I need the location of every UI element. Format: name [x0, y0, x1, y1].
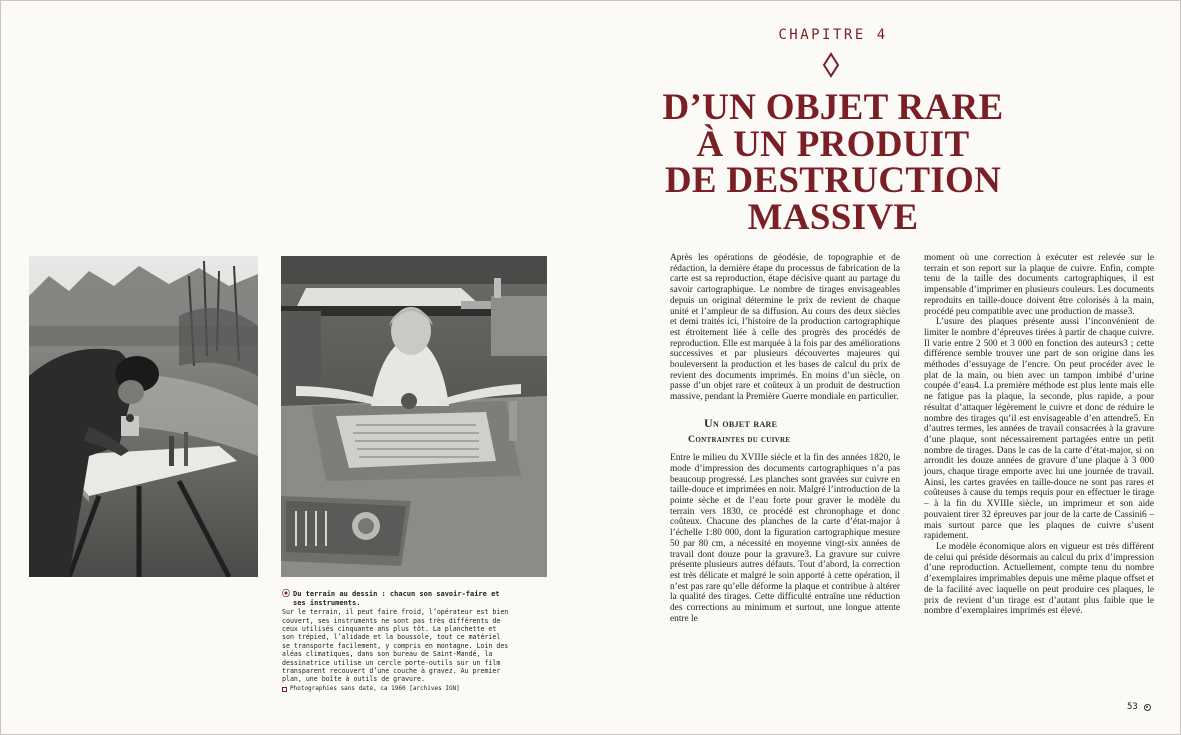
- paragraph: Le modèle économique alors en vigueur est très différent de celui qui préside désormais au calcul du prix d’impression d’une reproduction. Actuellement, compte tenu du nombre d’exemplaires imprimables depuis une même plaque offset et de la facilité avec laquelle on peut produire ces plaques, le prix de revient d’un tirage est d’autant plus faible que le nombre d’exemplaires imprimés est élevé.: [924, 541, 1154, 617]
- subsection-heading: Contraintes du cuivre: [688, 433, 791, 445]
- paragraph: L’usure des plaques présente aussi l’inconvénient de limiter le nombre d’épreuves tirées à partir de chaque cuivre. Il varie entre 2 500 et 3 000 en fonction des auteurs3 ; cette différence semble trouver une part de son origine dans les méthodes d’essuyage de l’encre. On peut procéder avec le plat de la main, ou bien avec un tampon imbibé d’urine coupée d’eau4. La première méthode est plus lente mais elle ne fatigue pas la plaque, la seconde, plus rapide, a pour résultat d’attaquer légèrement le cuivre et donc de réduire le nombre des tirages qu’il est envisageable d’en attendre5. En d’autres termes, les années de travail consacrées à la gravure d’une plaque, sont nécessairement partagées entre un petit nombre de tirages. Dans le cas de la carte d’état-major, si on arrondit les douze années de gravure d’une plaque à 3 000 jours, chaque tirage emporte avec lui une journée de travail. Ainsi, les cartes gravées en taille-douce ne sont pas rares et coûteuses à cause du temps requis pour en effectuer le tirage – à la fin du XVIIIe siècle, un imprimeur et son aide pouvaient tirer 32 épreuves par jour de la carte de Cassini6 – mais surtout parce que les plaques de cuivre s’usent rapidement.: [924, 317, 1154, 542]
- photo-woman-engraving: [281, 256, 547, 577]
- engraver-illustration: [281, 256, 547, 577]
- page-number: 53: [1127, 702, 1138, 712]
- paragraph: Après les opérations de géodésie, de topographie et de rédaction, la dernière étape du processus de fabrication de la carte est sa reproduction, étape décisive quant au partage du savoir cartographique. Le nombre de tirages envisageables depuis un original détermine le prix de revient de chaque unité et l’ampleur de sa diffusion. Au cours des deux siècles et demi traités ici, l’histoire de la production cartographique est étroitement liée à celle des progrès des procédés de reproduction. Elle est marquée à la fois par des améliorations successives et par plusieurs découvertes majeures qui bouleversent la production et les bases de calcul du prix de revient des documents imprimés. En moins d’un siècle, on passe d’un objet rare et coûteux à un produit de destruction massive, pendant la Première Guerre mondiale en particulier.: [670, 253, 900, 403]
- square-bullet-icon: [282, 687, 287, 692]
- caption-credit-row: [282, 685, 510, 693]
- paragraph: Entre le milieu du XVIIIe siècle et la fin des années 1820, le mode d’impression des documents cartographiques n’a pas beaucoup progressé. Les planches sont gravées sur cuivre en taille-douce et imprimées en noir. Malgré l’introduction de la pointe sèche et de l’eau forte pour graver le modèle du terrain vers 1830, ce procédé est chronophage et donc coûteux. Chacune des planches de la carte d’état-major à l’échelle 1:80 000, dont la figuration cartographique mesure 50 par 80 cm, a nécessité en moyenne vingt-six années de travail dont douze pour la gravure3. La gravure sur cuivre présente plusieurs autres défauts. Tout d’abord, la correction est très délicate et malgré le soin apporté à cette opération, il n’est pas rare qu’elle déforme la plaque et contribue à altérer la qualité des tirages. Cette difficulté entraîne une réduction des corrections au minimum et surtout, une longue attente entre le: [670, 453, 900, 624]
- section-heading: Un objet rare: [704, 415, 778, 430]
- chapter-label: CHAPITRE 4: [778, 27, 888, 43]
- text-column-right: [924, 253, 1154, 617]
- chapter-title-line: D’UN OBJET RARE: [662, 87, 1004, 128]
- chapter-title: [660, 87, 1006, 238]
- chapter-title-line: MASSIVE: [747, 196, 919, 238]
- page-folio: [1127, 702, 1151, 712]
- caption-title: Du terrain au dessin : chacun son savoir-faire et ses instruments.: [293, 590, 500, 607]
- caption-body: Sur le terrain, il peut faire froid, l’opérateur est bien couvert, ses instruments ne sont pas très différents de ceux utilisés cinquante ans plus tôt. La planchette et son trépied, l’alidade et la boussole, tout ce matériel se transporte facilement, y compris en montagne. Loin des aléas climatiques, dans son bureau de Saint-Mandé, la dessinatrice utilise un cercle porte-outils sur un film transparent recouvert d’une couche à gravez. Au premier plan, une boîte à outils de gravure.: [282, 608, 509, 684]
- target-icon: [1144, 704, 1151, 711]
- text-column-left: [670, 253, 900, 625]
- paragraph: moment où une correction à exécuter est relevée sur le terrain et son report sur la plaque de cuivre. Enfin, compte tenu de la taille des documents cartographiques, il est impensable d’imprimer en plusieurs couleurs. Les documents reproduits en taille-douce doivent être colorisés à la main, procédé peu compatible avec une production de masse3.: [924, 253, 1154, 317]
- photo-caption: [282, 590, 510, 693]
- chapter-title-line: DE DESTRUCTION: [664, 160, 1002, 201]
- chapter-title-line: À UN PRODUIT: [696, 123, 970, 165]
- target-bullet-icon: ⦿: [282, 589, 290, 598]
- caption-credit: Photographies sans date, ca 1960 [archives IGN]: [290, 684, 460, 692]
- surveyor-illustration: [29, 256, 258, 577]
- caption-title-row: [282, 590, 510, 607]
- diamond-ornament-icon: [822, 52, 840, 78]
- photo-surveyor-outdoors: [29, 256, 258, 577]
